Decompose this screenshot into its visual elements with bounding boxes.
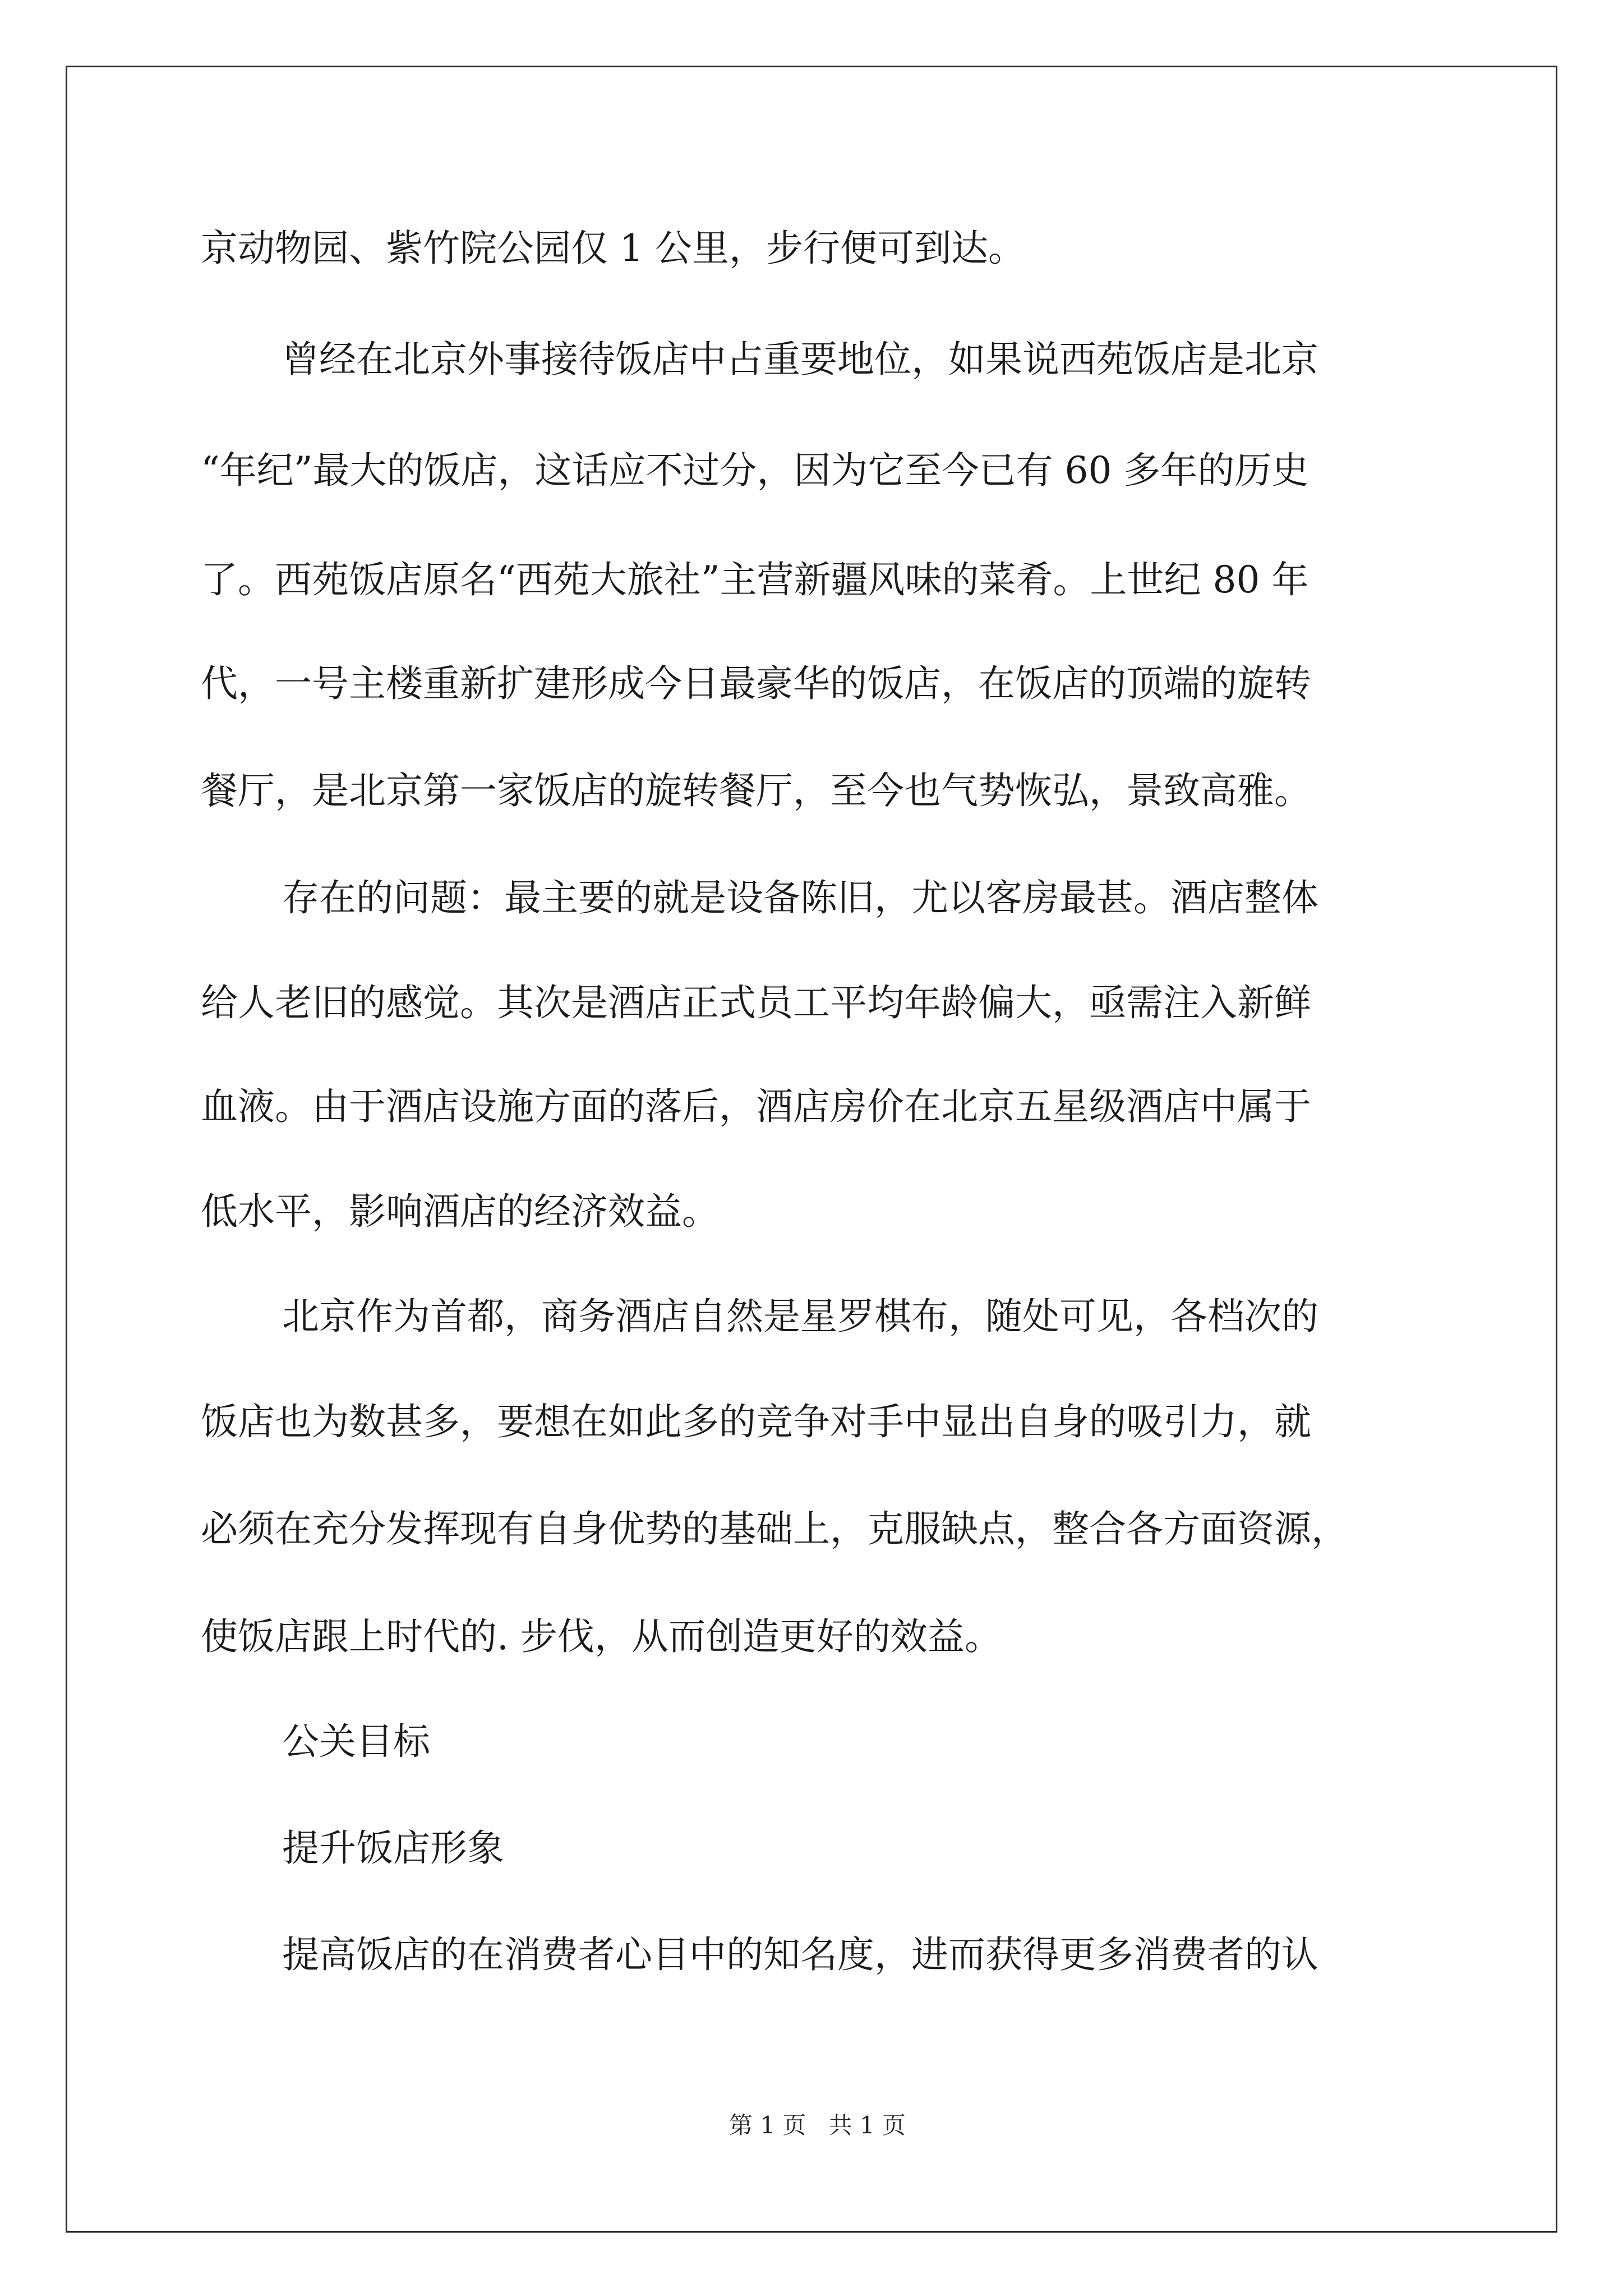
paragraph-line: “年纪”最大的饭店，这话应不过分，因为它至今已有 60 多年的历史	[201, 449, 1309, 492]
paragraph-line: 低水平，影响酒店的经济效益。	[201, 1190, 719, 1233]
paragraph-line: 存在的问题：最主要的就是设备陈旧，尤以客房最甚。酒店整体	[282, 876, 1318, 919]
page-border	[66, 66, 1557, 2233]
paragraph-line: 餐厅，是北京第一家饭店的旋转餐厅，至今也气势恢弘，景致高雅。	[201, 769, 1311, 812]
paragraph-line: 北京作为首都，商务酒店自然是星罗棋布，随处可见，各档次的	[282, 1295, 1318, 1338]
page-footer: 第 1 页 共 1 页	[729, 2111, 906, 2139]
paragraph-line: 提高饭店的在消费者心目中的知名度，进而获得更多消费者的认	[282, 1933, 1318, 1976]
paragraph-line: 给人老旧的感觉。其次是酒店正式员工平均年龄偏大，亟需注入新鲜	[201, 981, 1311, 1024]
section-heading: 公关目标	[282, 1720, 430, 1763]
paragraph-line: 代，一号主楼重新扩建形成今日最豪华的饭店，在饭店的顶端的旋转	[201, 662, 1311, 705]
paragraph-line: 饭店也为数甚多，要想在如此多的竞争对手中显出自身的吸引力，就	[201, 1400, 1311, 1443]
paragraph-line: 曾经在北京外事接待饭店中占重要地位，如果说西苑饭店是北京	[282, 338, 1318, 381]
paragraph-line: 使饭店跟上时代的. 步伐，从而创造更好的效益。	[201, 1615, 1002, 1658]
paragraph-line: 京动物园、紫竹院公园仅 1 公里，步行便可到达。	[201, 227, 1025, 270]
paragraph-line: 必须在充分发挥现有自身优势的基础上，克服缺点，整合各方面资源，	[201, 1507, 1348, 1550]
paragraph-line: 了。西苑饭店原名“西苑大旅社”主营新疆风味的菜肴。上世纪 80 年	[201, 558, 1309, 601]
subsection-heading: 提升饭店形象	[282, 1826, 504, 1870]
paragraph-line: 血液。由于酒店设施方面的落后，酒店房价在北京五星级酒店中属于	[201, 1085, 1311, 1128]
